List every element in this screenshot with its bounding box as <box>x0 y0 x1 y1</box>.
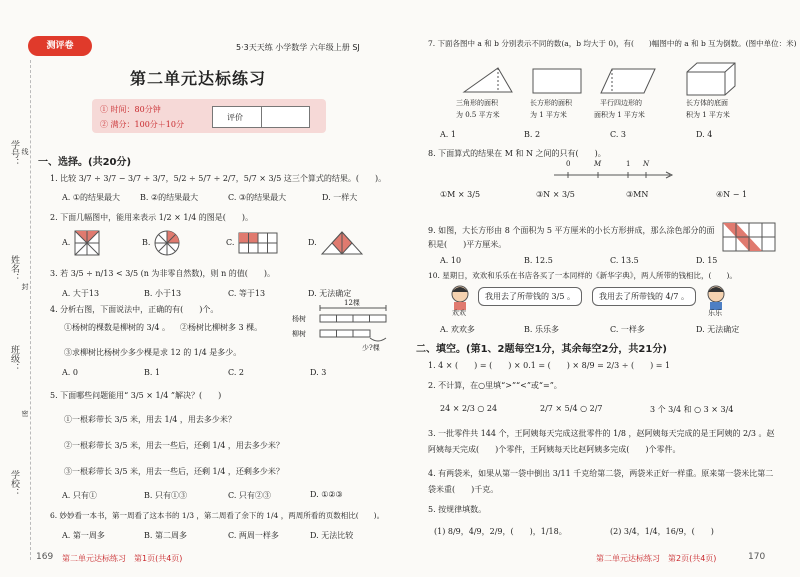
q4-statement-2: ②杨树比柳树多 3 棵。 <box>180 323 263 332</box>
q4-fig-total: 12棵 <box>344 299 360 307</box>
q7-opt-d[interactable]: D. 4 <box>696 130 713 139</box>
score-info: ② 满分：100分＋10分 <box>100 120 184 129</box>
q4-statement-3: ③求柳树比杨树少多少棵是求 12 的 1/4 是多少。 <box>64 348 242 357</box>
q1-opt-d[interactable]: D. 一样大 <box>322 193 358 202</box>
q4-fig-yang: 杨树 <box>292 315 306 323</box>
q7-cap2-line1: 长方形的面积 <box>530 99 572 107</box>
q8-number-line <box>554 170 674 180</box>
q9-stem: 9. 如图，大长方形由 8 个面积为 5 平方厘米的小长方形拼成，那么涂色部分的面积是( )平方厘米。 <box>428 226 715 249</box>
q7-cap2-line2: 为 1 平方米 <box>530 111 567 119</box>
q5-statement-3: ③一根彩带长 3/5 米，用去一些后，还剩 1/4 ，还剩多少米？ <box>64 467 284 476</box>
q3-opt-b[interactable]: B. 小于13 <box>144 289 182 298</box>
q6-opt-b[interactable]: B. 第二周多 <box>144 531 187 540</box>
q8-label-n: N <box>643 160 650 168</box>
q5-opt-c[interactable]: C. 只有②③ <box>228 491 271 500</box>
q9-opt-b[interactable]: B. 12.5 <box>524 256 553 265</box>
xian-mark: 线 <box>21 148 29 155</box>
q5-statement-2: ②一根彩带长 3/5 米，用去一些后，还剩 1/4 ，用去多少米？ <box>64 441 284 450</box>
q4-opt-d[interactable]: D. 3 <box>310 368 327 377</box>
series-header: 5·3天天练 小学数学 六年级上册 SJ <box>236 43 360 52</box>
q1-opt-c[interactable]: C. ③的结果最大 <box>228 193 287 202</box>
q4-fig-less: 少?棵 <box>362 344 380 352</box>
q8-label-m: M <box>594 160 602 168</box>
f2-compare-3[interactable]: 3 个 3/4 和 ○ 3 × 3/4 <box>650 405 734 414</box>
feng-mark: 封 <box>21 283 29 290</box>
banji-label: 班级： <box>9 345 19 372</box>
q7-figure-rectangle <box>532 68 582 94</box>
q5-statement-1: ①一根彩带长 3/5 米，用去 1/4 ，用去多少米？ <box>64 415 236 424</box>
f3-problem: 3. 一批零件共 144 个，王阿姨每天完成这批零件的 1/8 ，赵阿姨每天完成的是王阿姨的 2/3 。赵阿姨每天完成( )个零件，王阿姨每天比赵阿姨多完成( )个零件。 <box>428 429 775 454</box>
q7-figure-parallelogram <box>600 68 656 94</box>
q4-opt-c[interactable]: C. 2 <box>228 368 245 377</box>
q1-opt-b[interactable]: B. ②的结果最大 <box>140 193 199 202</box>
lele-avatar <box>704 284 728 310</box>
huanhuan-name: 欢欢 <box>452 309 466 317</box>
f1-equation: 1. 4 × ( ) = ( ) × 0.1 = ( ) × 8/9 = 2/3 ÷ ( ) = 1 <box>428 361 671 370</box>
q8-opt-4[interactable]: ④N − 1 <box>716 190 748 199</box>
q1-opt-a[interactable]: A. ①的结果最大 <box>62 193 121 202</box>
q8-label-1: 1 <box>626 160 631 168</box>
q7-figure-cuboid <box>686 62 736 96</box>
q3-stem: 3. 若 3/5 ÷ n/13 < 3/5 (n 为非零自然数)，则 n 的值( )。 <box>50 269 276 278</box>
eval-label: 评价 <box>227 113 243 122</box>
f5-sequence-1: (1) 8/9，4/9，2/9，( )，1/18。 <box>434 527 567 536</box>
q2-opt-d[interactable]: D. <box>308 238 317 247</box>
left-page-number: 169 <box>36 552 54 562</box>
q7-cap1-line2: 为 0.5 平方米 <box>456 111 500 119</box>
q4-statement-1: ①杨树的棵数是柳树的 3/4 。 <box>64 323 170 332</box>
q2-stem: 2. 下面几幅图中，能用来表示 1/2 × 1/4 的图是( )。 <box>50 213 254 222</box>
mi-mark: 密 <box>21 410 29 417</box>
q4-tree-diagram <box>288 300 392 348</box>
q5-opt-b[interactable]: B. 只有①③ <box>144 491 187 500</box>
q7-opt-a[interactable]: A. 1 <box>440 130 456 139</box>
left-footer-text: 第二单元达标练习 第1页(共4页) <box>62 554 183 563</box>
q1-stem: 1. 比较 3/7 ÷ 3/7 − 3/7 ÷ 3/7，5/2 ÷ 5/7 ÷ 2/7，5/7 × 3/5 这三个算式的结果。( )。 <box>50 174 387 183</box>
q7-cap1-line1: 三角形的面积 <box>456 99 498 107</box>
q2-figure-a <box>74 230 100 256</box>
f5-sequence-2: (2) 3/4，1/4，16/9，( ) <box>610 527 714 536</box>
q2-opt-a[interactable]: A. <box>62 238 71 247</box>
q6-opt-a[interactable]: A. 第一周多 <box>62 531 105 540</box>
q8-opt-3[interactable]: ③MN <box>626 190 649 199</box>
f5-instruction: 5. 按规律填数。 <box>428 505 487 514</box>
f2-compare-2[interactable]: 2/7 × 5/4 ○ 2/7 <box>540 404 603 413</box>
lele-bubble: 我用去了所带钱的 4/7 。 <box>592 287 696 306</box>
q2-figure-b <box>154 230 180 256</box>
q3-opt-c[interactable]: C. 等于13 <box>228 289 266 298</box>
q10-opt-c[interactable]: C. 一样多 <box>610 325 645 334</box>
right-page-number: 170 <box>748 552 766 562</box>
q8-opt-2[interactable]: ③N × 3/5 <box>536 190 575 199</box>
q7-stem: 7. 下面各图中 a 和 b 分别表示不同的数(a，b 均大于 0)，有( )幅图中的 a 和 b 互为倒数。(图中单位：米) <box>428 39 797 48</box>
q2-figure-c <box>238 232 278 254</box>
q7-figure-triangle <box>462 66 514 94</box>
q3-opt-a[interactable]: A. 大于13 <box>62 289 100 298</box>
q10-opt-b[interactable]: B. 乐乐多 <box>524 325 559 334</box>
section-1-heading: 一、选择。(共20分) <box>38 157 132 168</box>
right-page <box>404 0 800 577</box>
q10-opt-a[interactable]: A. 欢欢多 <box>440 325 475 334</box>
q4-stem: 4. 分析右图，下面说法中，正确的有( )个。 <box>50 305 219 314</box>
q8-opt-1[interactable]: ①M × 3/5 <box>440 190 481 199</box>
q5-stem: 5. 下面哪些问题能用“ 3/5 × 1/4 ”解决？( ) <box>50 391 222 400</box>
q2-opt-b[interactable]: B. <box>142 238 151 247</box>
q10-opt-d[interactable]: D. 无法确定 <box>696 325 740 334</box>
q9-opt-d[interactable]: D. 15 <box>696 256 718 265</box>
q5-opt-a[interactable]: A. 只有① <box>62 491 97 500</box>
q7-cap4-line1: 长方体的底面 <box>686 99 728 107</box>
xuexiao-label: 学校： <box>9 470 19 497</box>
q9-rectangle-figure <box>722 222 776 252</box>
xingming-label: 姓名： <box>9 255 19 282</box>
test-badge: 测评卷 <box>28 36 92 56</box>
score-divider <box>261 107 262 127</box>
q6-stem: 6. 妙妙看一本书，第一周看了这本书的 1/3 ，第二周看了余下的 1/4 ，两周所看的页数相比( )。 <box>50 511 385 520</box>
q3-opt-d[interactable]: D. 无法确定 <box>308 289 352 298</box>
q7-cap3-line1: 平行四边形的 <box>600 99 642 107</box>
q5-opt-d[interactable]: D. ①②③ <box>310 490 343 499</box>
f4-problem: 4. 有两袋米，如果从第一袋中倒出 3/11 千克给第二袋，两袋米正好一样重。原来第一袋米比第二袋米重( )千克。 <box>428 469 774 494</box>
q7-cap3-line2: 面积为 1 平方米 <box>594 111 645 119</box>
q2-opt-c[interactable]: C. <box>226 238 235 247</box>
q6-opt-c[interactable]: C. 两周一样多 <box>228 531 279 540</box>
q10-stem: 10. 星期日，欢欢和乐乐在书店各买了一本同样的《新华字典》，两人所带的钱相比，( )。 <box>428 271 737 280</box>
f2-instruction: 2. 不计算，在○里填“>”“<”或“=”。 <box>428 381 562 390</box>
q9-opt-a[interactable]: A. 10 <box>440 256 462 265</box>
q7-cap4-line2: 积为 1 平方米 <box>686 111 730 119</box>
right-footer-text: 第二单元达标练习 第2页(共4页) <box>596 554 717 563</box>
q9-opt-c[interactable]: C. 13.5 <box>610 256 639 265</box>
q4-opt-a[interactable]: A. 0 <box>62 368 78 377</box>
q7-opt-b[interactable]: B. 2 <box>524 130 541 139</box>
q7-opt-c[interactable]: C. 3 <box>610 130 627 139</box>
huanhuan-avatar <box>448 284 472 310</box>
binding-line <box>30 60 31 560</box>
huanhuan-bubble: 我用去了所带钱的 3/5 。 <box>478 287 582 306</box>
q6-opt-d[interactable]: D. 无法比较 <box>310 531 354 540</box>
q8-label-0: 0 <box>566 160 571 168</box>
time-info: ① 时间：80分钟 <box>100 105 161 114</box>
lele-name: 乐乐 <box>708 309 722 317</box>
q4-fig-liu: 柳树 <box>292 330 306 338</box>
xuehao-label: 学号： <box>9 140 19 167</box>
q2-figure-d <box>320 230 364 256</box>
score-box[interactable] <box>212 106 310 128</box>
q8-stem: 8. 下面算式的结果在 M 和 N 之间的只有( )。 <box>428 149 606 158</box>
section-2-heading: 二、填空。(第1、2题每空1分，其余每空2分，共21分) <box>416 344 667 355</box>
page-title: 第二单元达标练习 <box>130 69 267 88</box>
q4-opt-b[interactable]: B. 1 <box>144 368 161 377</box>
f2-compare-1[interactable]: 24 × 2/3 ○ 24 <box>440 404 498 413</box>
